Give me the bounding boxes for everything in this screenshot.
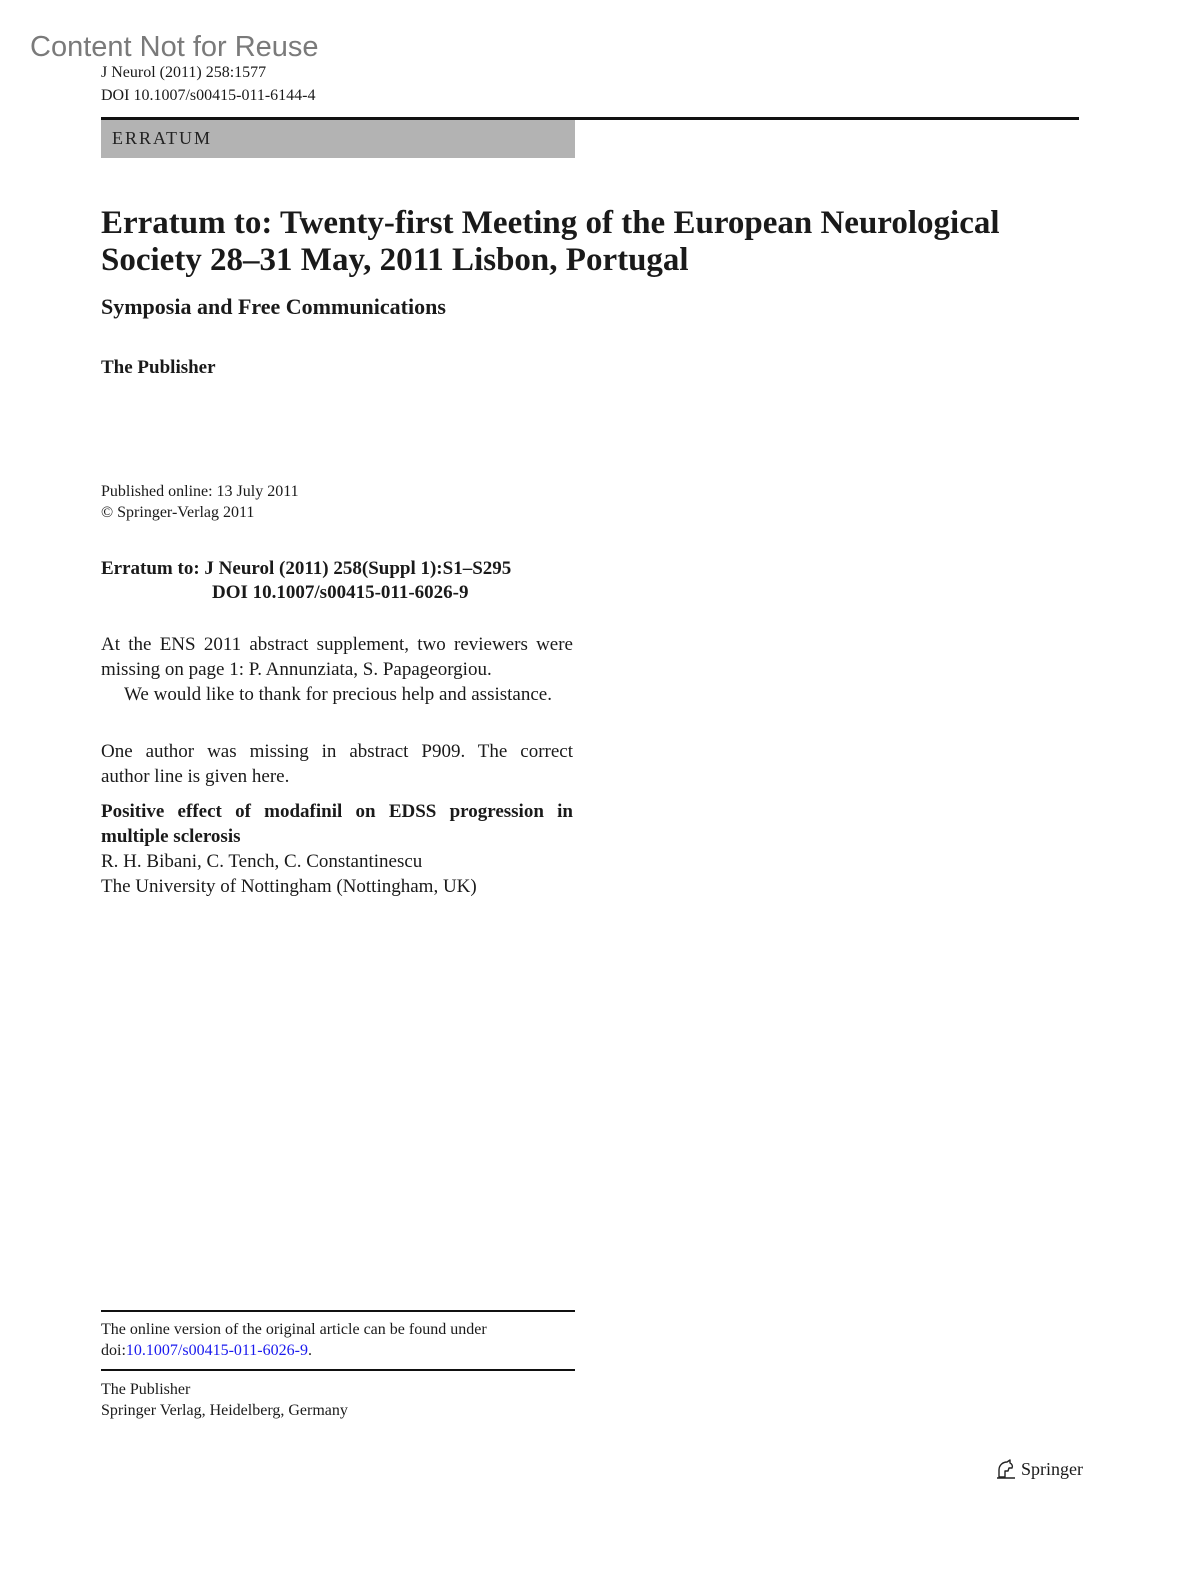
abstract-title-line: Positive effect of modafinil on EDSS progression in bbox=[101, 801, 573, 822]
doi-prefix: doi: bbox=[101, 1342, 126, 1359]
abstract-affiliation: The University of Nottingham (Nottingham, UK) bbox=[101, 876, 477, 897]
published-date: Published online: 13 July 2011 bbox=[101, 483, 299, 500]
publisher-location: Springer Verlag, Heidelberg, Germany bbox=[101, 1402, 348, 1419]
journal-citation: J Neurol (2011) 258:1577 bbox=[101, 64, 267, 81]
paragraph-thanks: We would like to thank for precious help and assistance. bbox=[124, 684, 552, 705]
paragraph-line: missing on page 1: P. Annunziata, S. Papageorgiou. bbox=[101, 659, 492, 680]
publisher-name: The Publisher bbox=[101, 1381, 191, 1398]
section-banner bbox=[101, 120, 575, 158]
erratum-reference-doi: DOI 10.1007/s00415-011-6026-9 bbox=[212, 582, 469, 603]
paragraph-line: At the ENS 2011 abstract supplement, two reviewers were bbox=[101, 634, 573, 655]
article-title: Erratum to: Twenty-first Meeting of the European Neurological Society 28–31 May, 2011 Lisbon, Portugal bbox=[101, 205, 1000, 278]
springer-logo bbox=[995, 1457, 1083, 1481]
springer-wordmark: Springer bbox=[1021, 1459, 1083, 1479]
article-subtitle: Symposia and Free Communications bbox=[101, 294, 446, 319]
footnote-doi-line bbox=[101, 1340, 575, 1361]
abstract-authors: R. H. Bibani, C. Tench, C. Constantinescu bbox=[101, 851, 423, 872]
paragraph-line: author line is given here. bbox=[101, 766, 290, 787]
footnote-text: The online version of the original article can be found under bbox=[101, 1321, 487, 1338]
paragraph-line: One author was missing in abstract P909. The correct bbox=[101, 741, 573, 762]
article-author: The Publisher bbox=[101, 357, 216, 378]
abstract-title-line: multiple sclerosis bbox=[101, 826, 241, 847]
paragraph-reviewers bbox=[101, 632, 573, 707]
abstract-title bbox=[101, 799, 573, 849]
section-label: ERRATUM bbox=[112, 128, 213, 148]
doi-suffix: . bbox=[307, 1342, 312, 1359]
springer-horse-icon bbox=[995, 1458, 1017, 1480]
footnote-rule-top bbox=[101, 1310, 575, 1312]
watermark: Content Not for Reuse bbox=[30, 31, 319, 63]
article-doi: DOI 10.1007/s00415-011-6144-4 bbox=[101, 87, 316, 104]
abstract-byline bbox=[101, 849, 573, 899]
footnote-rule-bottom bbox=[101, 1369, 575, 1371]
copyright: © Springer-Verlag 2011 bbox=[101, 504, 255, 521]
erratum-reference: Erratum to: J Neurol (2011) 258(Suppl 1):S1–S295 bbox=[101, 558, 512, 579]
original-article-doi-link[interactable]: 10.1007/s00415-011-6026-9 bbox=[125, 1342, 308, 1359]
publisher-address bbox=[101, 1379, 575, 1421]
footnote-online-version bbox=[101, 1319, 575, 1361]
paragraph-missing-author bbox=[101, 739, 573, 789]
